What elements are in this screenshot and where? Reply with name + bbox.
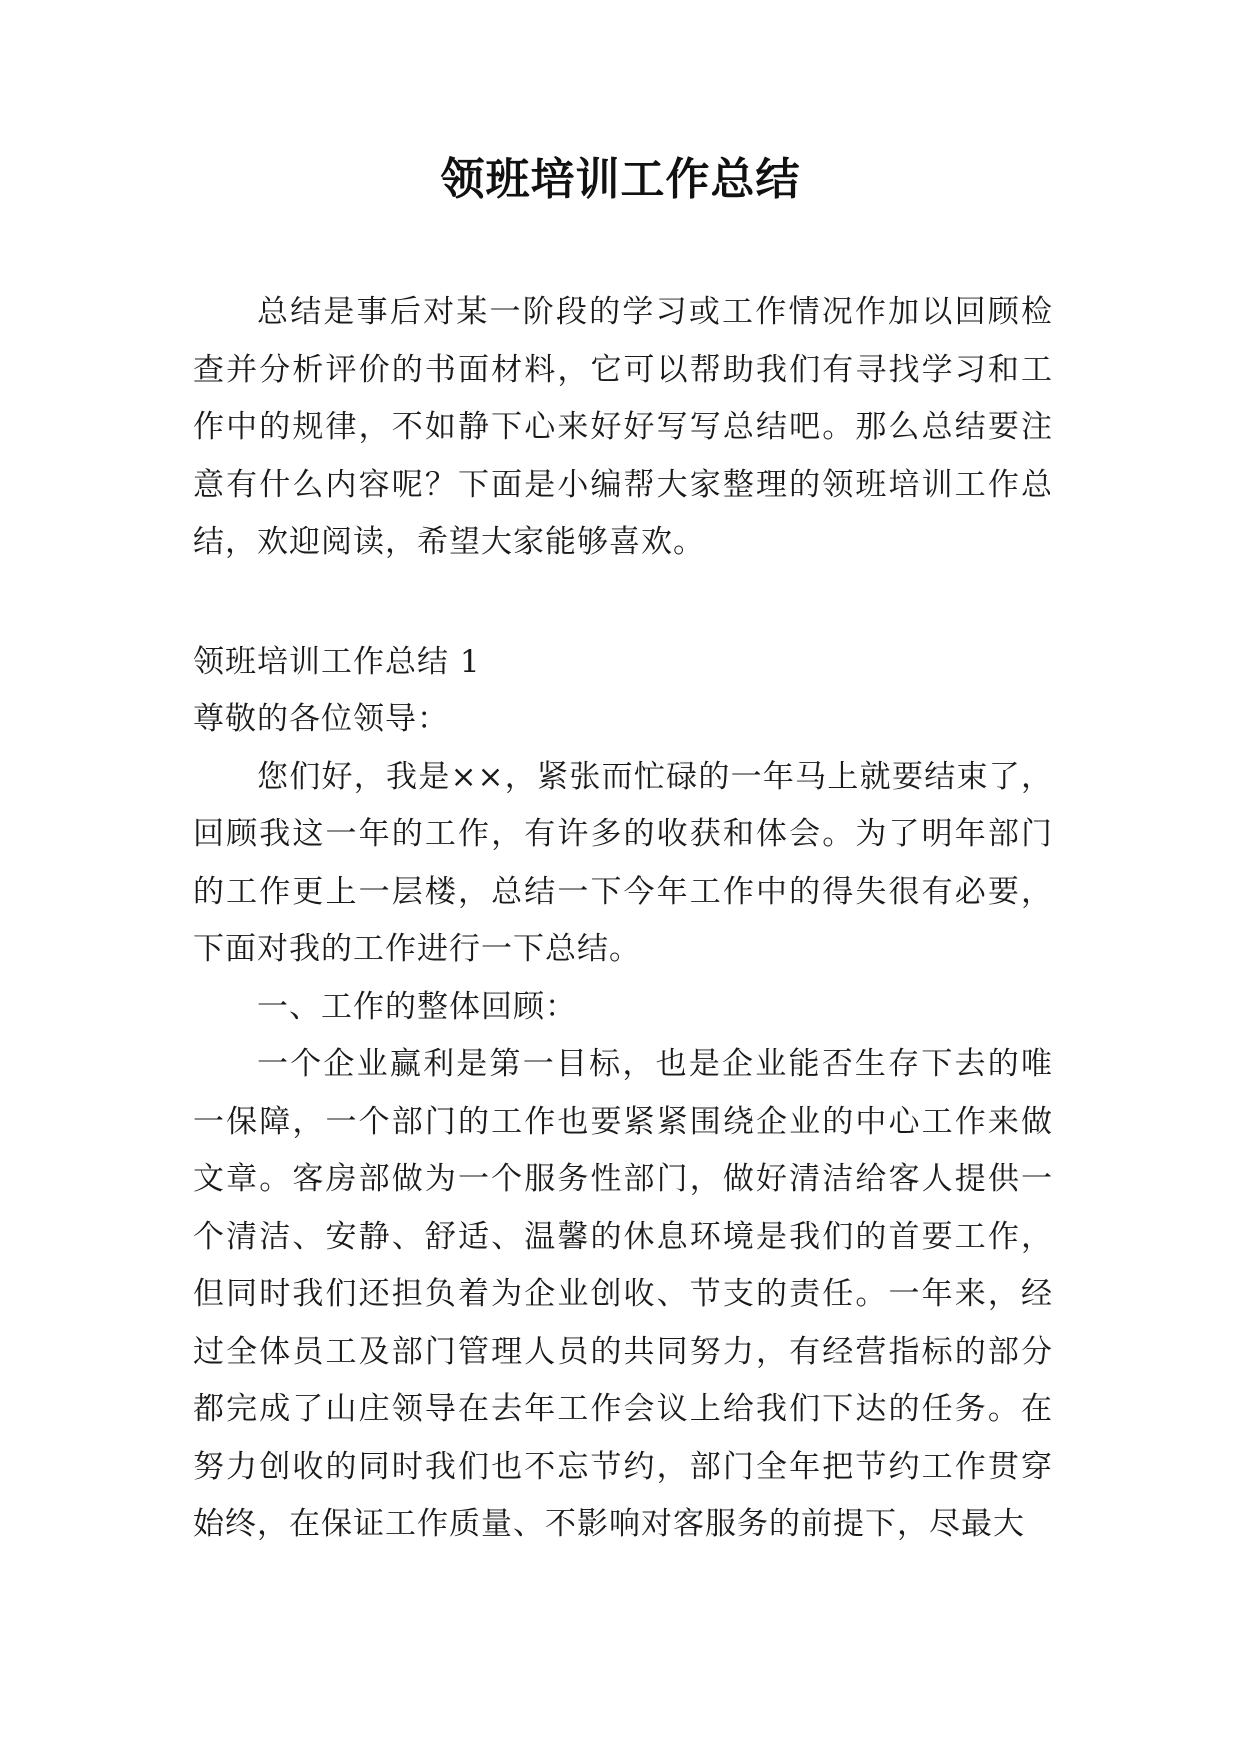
body-paragraph-2: 一个企业赢利是第一目标，也是企业能否生存下去的唯一保障，一个部门的工作也要紧紧围绕企业的中心工作来做文章。客房部做为一个服务性部门，做好清洁给客人提供一个清洁、安静、舒适、温馨的休息环境是我们的首要工作，但同时我们还担负着为企业创收、节支的责任。一年来，经过全体员工及部门管理人员的共同努力，有经营指标的部分都完成了山庄领导在去年工作会议上给我们下达的任务。在努力创收的同时我们也不忘节约，部门全年把节约工作贯穿始终，在保证工作质量、不影响对客服务的前提下，尽最大 — [193, 1046, 1053, 1542]
body-paragraph-1: 您们好，我是××，紧张而忙碌的一年马上就要结束了，回顾我这一年的工作，有许多的收获和体会。为了明年部门的工作更上一层楼，总结一下今年工作中的得失很有必要，下面对我的工作进行一下总结。 — [193, 758, 1053, 967]
paragraph-spacer — [193, 572, 1053, 634]
intro-paragraph: 总结是事后对某一阶段的学习或工作情况作加以回顾检查并分析评价的书面材料，它可以帮助我们有寻找学习和工作中的规律，不如静下心来好好写写总结吧。那么总结要注意有什么内容呢？下面是小编帮大家整理的领班培训工作总结，欢迎阅读，希望大家能够喜欢。 — [193, 294, 1053, 560]
salutation: 尊敬的各位领导： — [193, 701, 449, 737]
section-heading: 领班培训工作总结 1 — [193, 643, 481, 680]
subheading-overall-review: 一、工作的整体回顾： — [257, 988, 577, 1025]
document-title: 领班培训工作总结 — [440, 154, 801, 205]
document-body — [193, 284, 1053, 1554]
